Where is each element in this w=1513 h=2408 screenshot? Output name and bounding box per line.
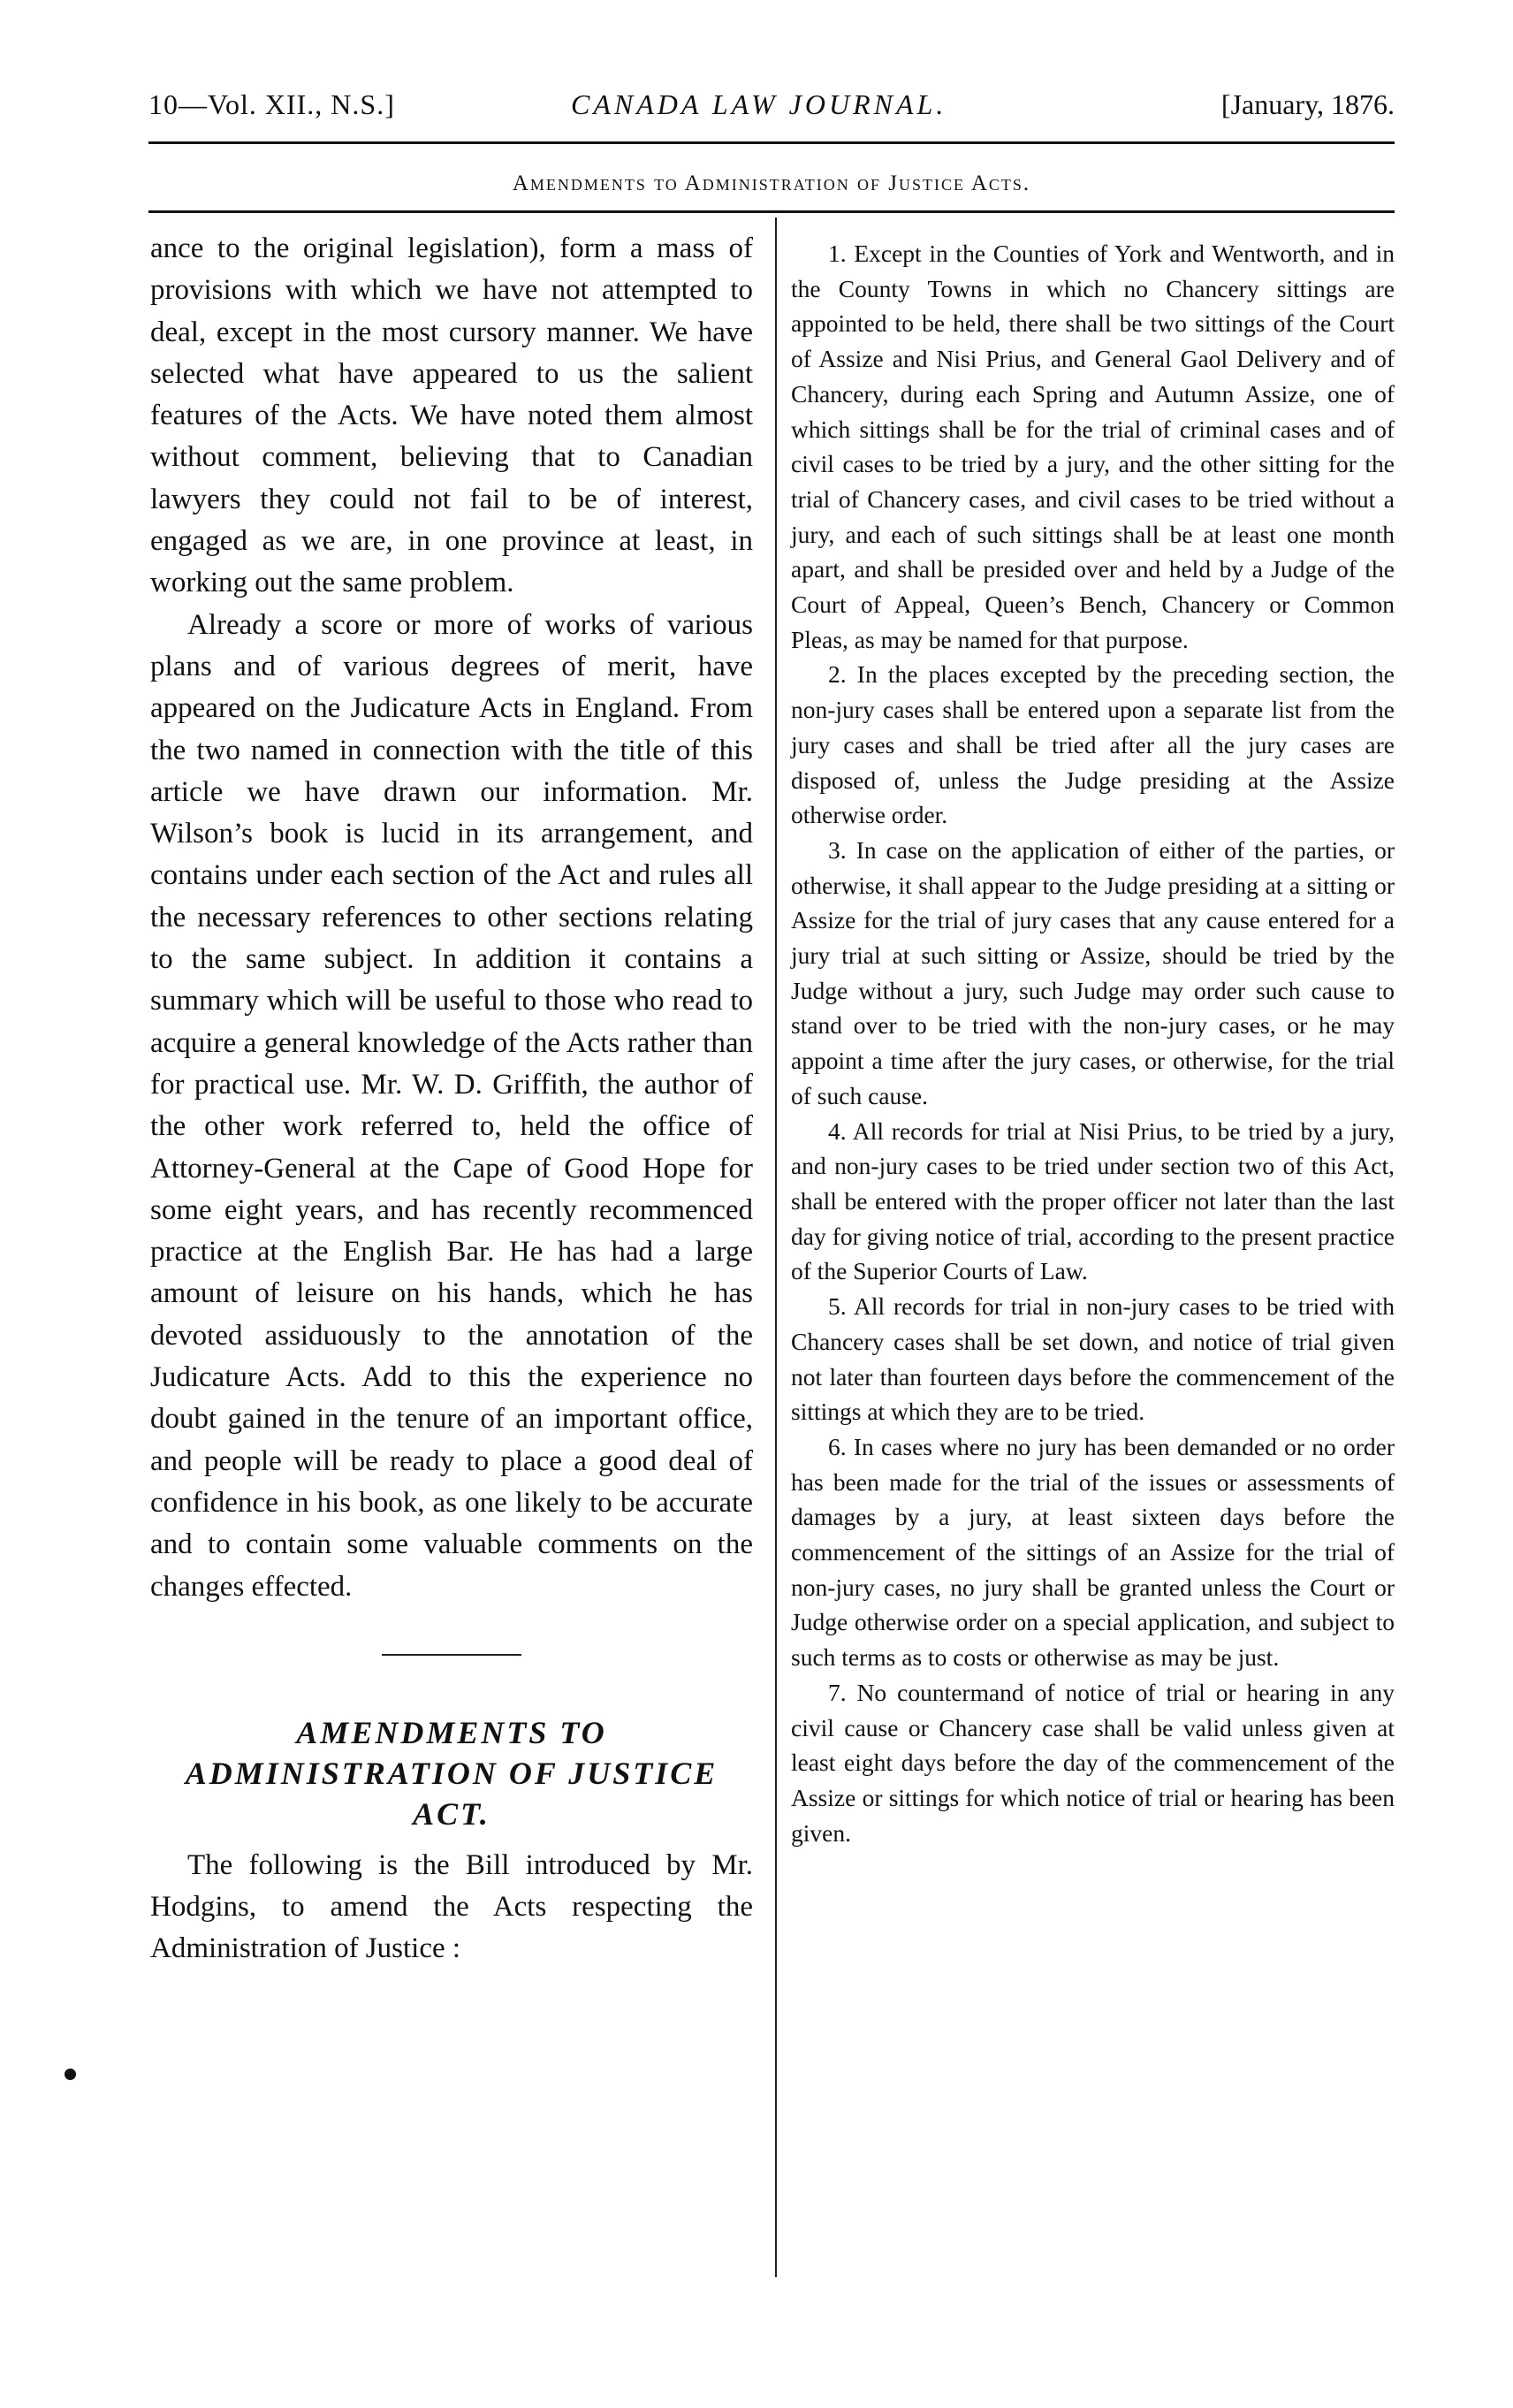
bill-section-4: 4. All records for trial at Nisi Prius, to be tried by a jury, and non-jury cases to be tried under section two of this Act, shall be entered with the proper officer not later than the last day for giving notice of trial, according to the present practice of the Superior Courts of Law. bbox=[791, 1116, 1395, 1285]
bill-section-7: 7. No countermand of notice of trial or hearing in any civil cause or Chancery case shall be valid unless given at least eight days before the day of the commencement of the Assize or sittings for which notice of trial or hearing has been given. bbox=[791, 1678, 1395, 1847]
right-column bbox=[791, 236, 1395, 1850]
bill-section-2: 2. In the places excepted by the preceding section, the non-jury cases shall be entered upon a separate list from the jury cases and shall be tried after all the jury cases are disposed of, unless the Judge presiding at the Assize otherwise order. bbox=[791, 660, 1395, 829]
left-column bbox=[150, 228, 753, 1970]
bill-section-3: 3. In case on the application of either of the parties, or otherwise, it shall appear to the Judge presiding at a sitting or Assize for the trial of jury cases that any cause entered for a jury trial at such sitting or Assize, should be tried by the Judge without a jury, such Judge may order such cause to stand over to be tried with the non-jury cases, or he may appoint a time after the jury cases, or otherwise, for the trial of such cause. bbox=[791, 835, 1395, 1109]
page-header bbox=[148, 81, 1395, 133]
bill-section-6: 6. In cases where no jury has been demanded or no order has been made for the trial of the issues or assessments of damages by a jury, at least sixteen days before the commencement of the sittings of an Assize for the trial of non-jury cases, no jury shall be granted unless the Court or Judge otherwise order on a special application, and subject to such terms as to costs or otherwise as may be just. bbox=[791, 1432, 1395, 1672]
volume-page-number: 10—Vol. XII., N.S.] bbox=[148, 88, 395, 120]
issue-date: [January, 1876. bbox=[1220, 88, 1395, 120]
paragraph-continued: ance to the original legislation), form a mass of provisions with which we have not attempted to deal, except in the most cursory manner. We have selected what have appeared to us the salient features of the Acts. We have noted them almost without comment, believing that to Canadian lawyers they could not fail to be of interest, engaged as we are, in one province at least, in working out the same problem. bbox=[150, 232, 753, 599]
journal-title: CANADA LAW JOURNAL. bbox=[571, 88, 947, 120]
article-heading: AMENDMENTS TO ADMINISTRATION OF JUSTICE ACT. bbox=[185, 1714, 718, 1832]
paragraph-works: Already a score or more of works of various plans and of various degrees of merit, have appeared on the Judicature Acts in England. From the two named in connection with the title of this article we have drawn our information. Mr. Wilson’s book is lucid in its arrangement, and contains under each section of the Act and rules all the necessary references to other sections relating to the same subject. In addition it contains a summary which will be useful to those who read to acquire a general knowledge of the Acts rather than for practical use. Mr. W. D. Griffith, the author of the other work referred to, held the office of Attorney-General at the Cape of Good Hope for some eight years, and has recently recommenced practice at the English Bar. He has had a large amount of leisure on his hands, which he has devoted assiduously to the annotation of the Judicature Acts. Add to this the experience no doubt gained in the tenure of an important office, and people will be ready to place a good deal of confidence in his book, as one likely to be accurate and to contain some valuable comments on the changes effected. bbox=[150, 608, 753, 1603]
section-separator bbox=[382, 1654, 521, 1656]
column-divider bbox=[775, 217, 777, 2277]
running-title-rule bbox=[148, 210, 1395, 213]
header-rule bbox=[148, 141, 1395, 144]
bill-section-1: 1. Except in the Counties of York and Wentworth, and in the County Towns in which no Chancery sittings are appointed to be held, there shall be two sittings of the Court of Assize and Nisi Prius, and General Gaol Delivery and of Chancery, during each Spring and Autumn Assize, one of which sittings shall be for the trial of criminal cases and of civil cases to be tried by a jury, and the other sitting for the trial of Chancery cases, and civil cases to be tried without a jury, and each of such sittings shall be at least one month apart, and shall be presided over and held by a Judge of the Court of Appeal, Queen’s Bench, Chancery or Common Pleas, as may be named for that purpose. bbox=[791, 240, 1395, 653]
margin-mark bbox=[65, 2069, 76, 2080]
running-title: Amendments to Administration of Justice Acts. bbox=[512, 171, 1031, 195]
bill-section-5: 5. All records for trial in non-jury cases to be tried with Chancery cases shall be set down, and notice of trial given not later than fourteen days before the commencement of the sittings at which they are to be tried. bbox=[791, 1292, 1395, 1426]
article-intro: The following is the Bill introduced by Mr. Hodgins, to amend the Acts respecting the Administration of Justice : bbox=[150, 1848, 753, 1965]
